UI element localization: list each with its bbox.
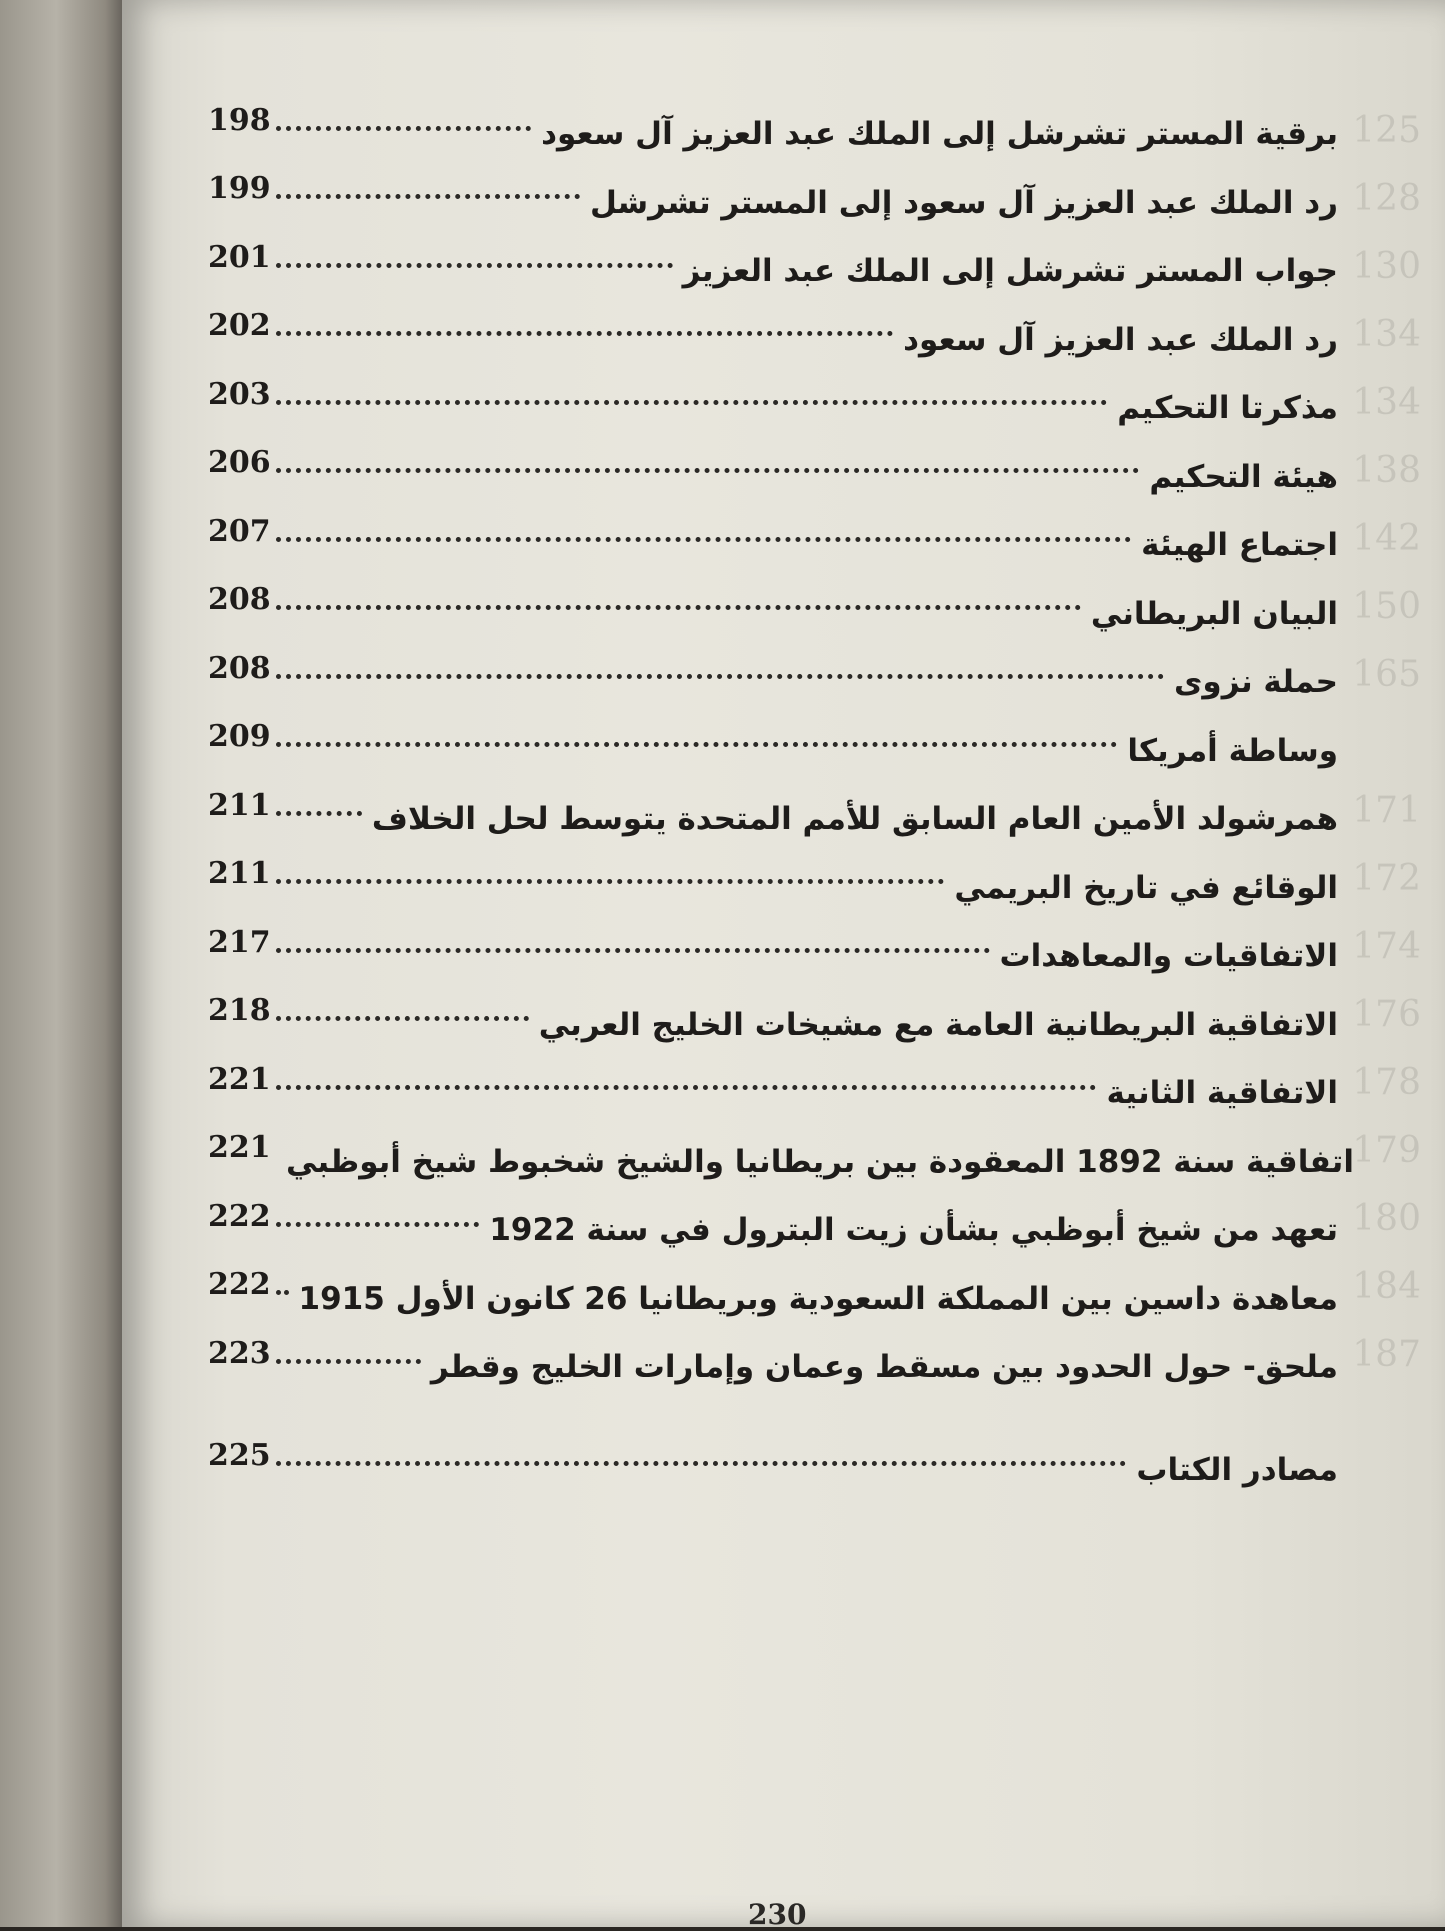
toc-entry xyxy=(208,374,1338,443)
toc-entry-title: اجتماع الهيئة xyxy=(1141,527,1338,564)
toc-entry-title: الوقائع في تاريخ البريمي xyxy=(954,869,1338,906)
dot-leader xyxy=(276,1016,529,1021)
toc-entry-title: الاتفاقية الثانية xyxy=(1106,1075,1338,1112)
toc-entry-title: هيئة التحكيم xyxy=(1149,458,1338,495)
dot-leader xyxy=(276,194,580,199)
toc-page-number: 208 xyxy=(208,650,271,686)
dot-leader xyxy=(276,605,1081,610)
toc-page-number: 202 xyxy=(208,308,271,344)
toc-entry xyxy=(208,1196,1338,1265)
toc-entry-title: جواب المستر تشرشل إلى الملك عبد العزيز xyxy=(682,253,1338,290)
dot-leader xyxy=(276,811,362,816)
toc-entry xyxy=(208,922,1338,991)
toc-page-number: 222 xyxy=(208,1267,271,1303)
toc-entry xyxy=(208,169,1338,238)
toc-entry xyxy=(208,785,1338,854)
toc-entry-title: البيان البريطاني xyxy=(1090,595,1338,632)
toc-page-number: 217 xyxy=(208,924,271,960)
dot-leader xyxy=(276,400,1107,405)
dot-leader xyxy=(276,1290,289,1295)
toc-entry xyxy=(208,717,1338,786)
dot-leader xyxy=(276,1461,1126,1466)
dot-leader xyxy=(276,126,531,131)
toc-entry-title: الاتفاقيات والمعاهدات xyxy=(999,938,1338,975)
toc-page-number: 222 xyxy=(208,1198,271,1234)
toc-entry xyxy=(208,991,1338,1060)
book-spine-edge xyxy=(0,0,140,1927)
page-number-footer: 230 xyxy=(748,1898,807,1931)
toc-page-number: 211 xyxy=(208,856,271,892)
toc-page-number: 221 xyxy=(208,1130,271,1166)
toc-entry-title: مصادر الكتاب xyxy=(1136,1451,1338,1488)
toc-entry xyxy=(208,1265,1338,1334)
toc-entry-title: همرشولد الأمين العام السابق للأمم المتحدة يتوسط لحل الخلاف xyxy=(371,801,1338,838)
dot-leader xyxy=(276,537,1131,542)
toc-page-number: 203 xyxy=(208,376,271,412)
toc-entry-title: برقية المستر تشرشل إلى الملك عبد العزيز آل سعود xyxy=(541,116,1338,153)
toc-entry xyxy=(208,1059,1338,1128)
toc-entry-title: معاهدة داسين بين المملكة السعودية وبريطانيا 26 كانون الأول 1915 xyxy=(298,1280,1338,1317)
toc-entry-sources xyxy=(208,1436,1338,1505)
dot-leader xyxy=(276,742,1117,747)
dot-leader xyxy=(276,879,944,884)
toc-entry xyxy=(208,1333,1338,1402)
toc-entry-title: وساطة أمريكا xyxy=(1127,732,1338,769)
toc-page-number: 207 xyxy=(208,513,271,549)
toc-page-number: 198 xyxy=(208,102,271,138)
toc-entry xyxy=(208,648,1338,717)
toc-page-number: 199 xyxy=(208,171,271,207)
dot-leader xyxy=(276,1222,479,1227)
table-of-contents xyxy=(208,100,1354,1504)
toc-entry xyxy=(208,237,1338,306)
toc-entry-title: رد الملك عبد العزيز آل سعود إلى المستر تشرشل xyxy=(589,184,1338,221)
toc-entry xyxy=(208,443,1338,512)
dot-leader xyxy=(276,948,990,953)
toc-entry xyxy=(208,854,1338,923)
toc-entry-title: مذكرتا التحكيم xyxy=(1117,390,1338,427)
toc-entry-title: اتفاقية سنة 1892 المعقودة بين بريطانيا والشيخ شخبوط شيخ أبوظبي xyxy=(286,1143,1354,1180)
toc-entry xyxy=(208,100,1338,169)
toc-page-number: 206 xyxy=(208,445,271,481)
toc-entry xyxy=(208,511,1338,580)
toc-entry-title: الاتفاقية البريطانية العامة مع مشيخات الخليج العربي xyxy=(538,1006,1338,1043)
toc-entry-title: تعهد من شيخ أبوظبي بشأن زيت البترول في سنة 1922 xyxy=(489,1212,1338,1249)
dot-leader xyxy=(276,1359,421,1364)
toc-page-number: 225 xyxy=(208,1438,271,1474)
dot-leader xyxy=(276,263,673,268)
dot-leader xyxy=(276,1085,1096,1090)
toc-entry xyxy=(208,306,1338,375)
dot-leader xyxy=(276,468,1139,473)
toc-page-number: 209 xyxy=(208,719,271,755)
bleed-through-text: 125 128 130 134 134 138 142 150 165 171 172 174 176 178 179 180 184 187 xyxy=(1352,110,1421,1375)
toc-page-number: 218 xyxy=(208,993,271,1029)
dot-leader xyxy=(276,674,1164,679)
toc-entry-title: ملحق- حول الحدود بين مسقط وعمان وإمارات الخليج وقطر xyxy=(430,1349,1338,1386)
toc-entry-title: رد الملك عبد العزيز آل سعود xyxy=(903,321,1338,358)
toc-entry xyxy=(208,1128,1354,1197)
toc-entry xyxy=(208,580,1338,649)
toc-page-number: 223 xyxy=(208,1335,271,1371)
dot-leader xyxy=(276,331,893,336)
toc-entry-title: حملة نزوى xyxy=(1174,664,1338,701)
toc-page-number: 211 xyxy=(208,787,271,823)
toc-page-number: 201 xyxy=(208,239,271,275)
toc-page-number: 208 xyxy=(208,582,271,618)
toc-page-number: 221 xyxy=(208,1061,271,1097)
